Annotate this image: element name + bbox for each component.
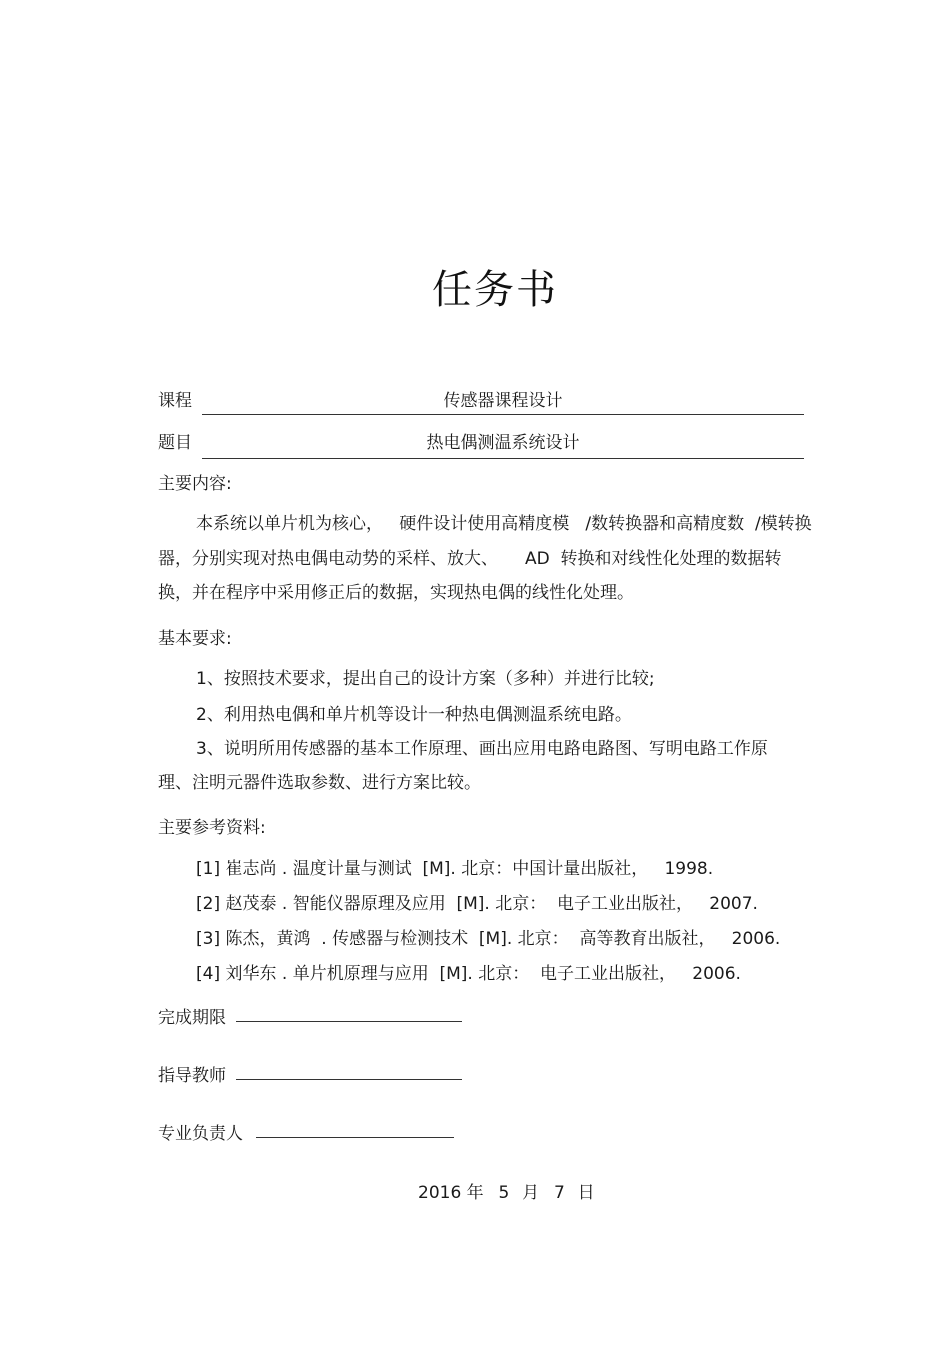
page-title: 任务书 xyxy=(432,267,558,313)
course-value: 传感器课程设计 xyxy=(443,391,563,411)
deadline-label: 完成期限 xyxy=(158,1008,226,1028)
main-content-line: 器，分别实现对热电偶电动势的采样、放大、 AD 转换和对线性化处理的数据转 xyxy=(158,549,782,569)
requirement-item: 3、说明所用传感器的基本工作原理、画出应用电路电路图、写明电路工作原 xyxy=(196,739,768,759)
date-month-unit: 月 xyxy=(522,1183,540,1203)
advisor-label: 指导教师 xyxy=(158,1066,226,1086)
reference-item: [2] 赵茂泰 . 智能仪器原理及应用 [M]. 北京： 电子工业出版社， 2007. xyxy=(196,894,758,914)
date-year: 2016 xyxy=(418,1183,462,1203)
date-day: 7 xyxy=(553,1183,565,1203)
topic-underline xyxy=(202,458,804,459)
main-content-line: 换，并在程序中采用修正后的数据，实现热电偶的线性化处理。 xyxy=(158,583,634,603)
reference-item: [4] 刘华东 . 单片机原理与应用 [M]. 北京： 电子工业出版社， 2006. xyxy=(196,964,741,984)
director-label: 专业负责人 xyxy=(158,1124,243,1144)
requirement-item: 2、利用热电偶和单片机等设计一种热电偶测温系统电路。 xyxy=(196,705,632,725)
date-year-unit: 年 xyxy=(466,1183,484,1203)
requirement-item: 1、按照技术要求，提出自己的设计方案（多种）并进行比较; xyxy=(196,669,655,689)
requirements-heading: 基本要求: xyxy=(158,629,232,649)
main-content-heading: 主要内容: xyxy=(158,474,232,494)
date-month: 5 xyxy=(498,1183,510,1203)
advisor-blank xyxy=(236,1079,462,1080)
course-label: 课程 xyxy=(158,391,192,411)
deadline-blank xyxy=(236,1021,462,1022)
requirement-item-continuation: 理、注明元器件选取参数、进行方案比较。 xyxy=(158,773,481,793)
director-blank xyxy=(256,1137,454,1138)
topic-value: 热电偶测温系统设计 xyxy=(426,433,580,453)
main-content-line: 本系统以单片机为核心， 硬件设计使用高精度模 /数转换器和高精度数 /模转换 xyxy=(196,514,812,534)
topic-label: 题目 xyxy=(158,433,192,453)
references-heading: 主要参考资料: xyxy=(158,818,266,838)
date-line xyxy=(418,1178,595,1203)
reference-item: [1] 崔志尚 . 温度计量与测试 [M]. 北京：中国计量出版社， 1998. xyxy=(196,859,714,879)
reference-item: [3] 陈杰，黄鸿 . 传感器与检测技术 [M]. 北京： 高等教育出版社， 2006. xyxy=(196,929,781,949)
course-underline xyxy=(202,414,804,415)
date-day-unit: 日 xyxy=(577,1183,595,1203)
